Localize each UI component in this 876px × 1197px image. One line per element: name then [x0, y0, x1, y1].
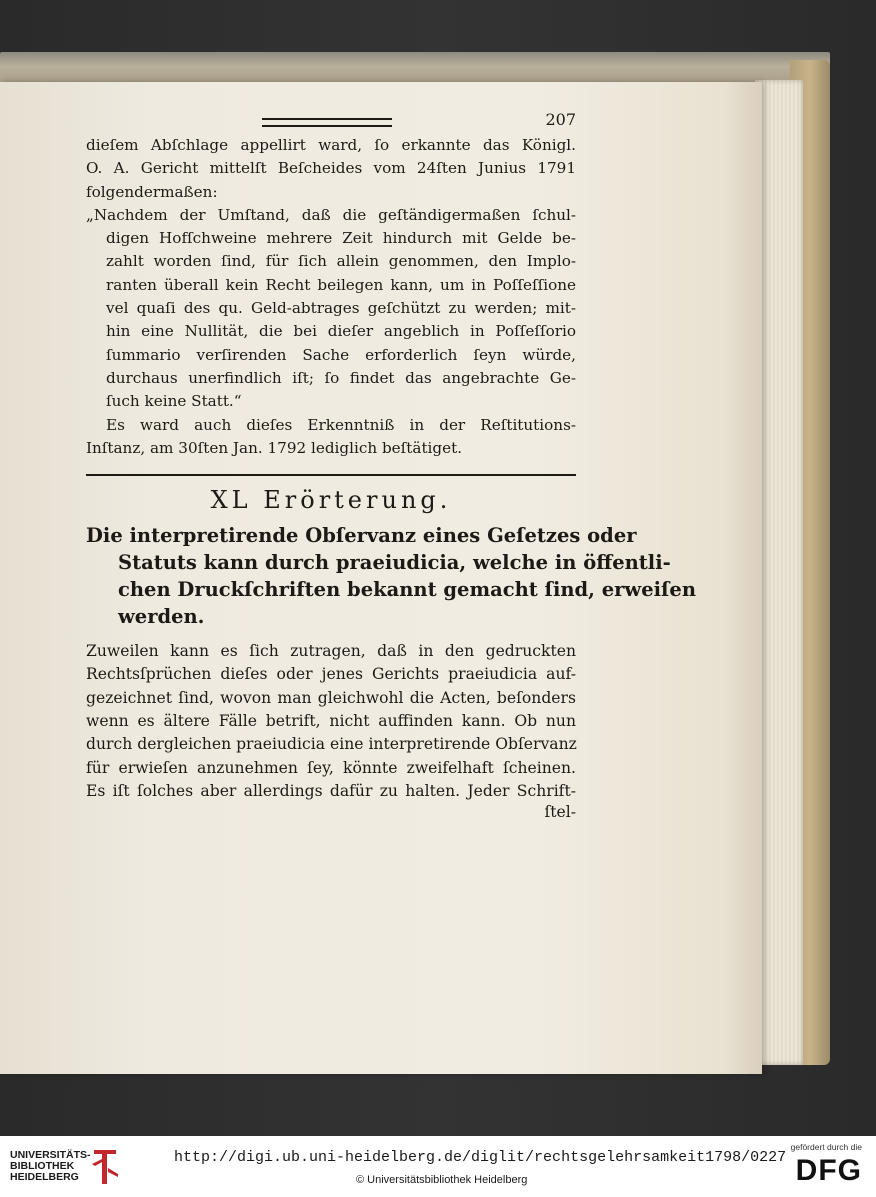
body-paragraph: [86, 640, 576, 803]
section-title: XL Erörterung.: [210, 486, 452, 515]
text-line: zahlt worden ſind, für ſich allein genommen, den Implo-: [106, 252, 576, 271]
heading-line: chen Druckſchriften bekannt gemacht ſind, erweiſen: [118, 578, 696, 602]
text-line: ſuch keine Statt.“: [106, 392, 242, 411]
page-number: 207: [545, 110, 576, 129]
dfg-logo: DFG: [795, 1154, 862, 1187]
paragraph-1: [86, 134, 576, 204]
text-line: Rechtsſprüchen dieſes oder jenes Gerichts praeiudicia auf-: [86, 665, 576, 684]
text-line: hin eine Nullität, die bei dieſer angeblich in Poſſeſſorio: [106, 322, 576, 341]
text-line: „Nachdem der Umſtand, daß die geſtändigermaßen ſchul-: [86, 205, 576, 224]
section-divider: [86, 474, 576, 476]
text-line: wenn es ältere Fälle betrift, nicht auffinden kann. Ob nun: [86, 712, 576, 731]
catchword: ſtel-: [544, 803, 576, 822]
heading-line: Die interpretirende Obſervanz eines Geſetzes oder: [86, 524, 637, 548]
text-line: Es iſt ſolches aber allerdings dafür zu halten. Jeder Schrift-: [86, 781, 576, 800]
text-line: dieſem Abſchlage appellirt ward, ſo erkannte das Königl.: [86, 136, 576, 154]
paragraph-2: [86, 414, 576, 461]
page-header: [86, 110, 576, 134]
text-line: durchaus unerfindlich iſt; ſo findet das angebrachte Ge-: [106, 368, 576, 387]
text-line: durch dergleichen praeiudicia eine interpretirende Obſervanz: [86, 735, 577, 754]
permalink-url[interactable]: http://digi.ub.uni-heidelberg.de/diglit/rechtsgelehrsamkeit1798/0227: [174, 1149, 787, 1166]
library-name: [10, 1150, 91, 1183]
text-line: folgendermaßen:: [86, 182, 218, 201]
text-line: Inſtanz, am 30ſten Jan. 1792 lediglich beſtätiget.: [86, 438, 463, 457]
text-line: gezeichnet ſind, wovon man gleichwohl die Acten, beſonders: [86, 688, 576, 707]
funding-note: gefördert durch die: [790, 1142, 862, 1152]
text-line: für erwieſen anzunehmen ſey, könnte zweifelhaft ſcheinen.: [86, 758, 576, 777]
copyright-notice: © Universitätsbibliothek Heidelberg: [356, 1174, 528, 1186]
quote-block: [86, 204, 576, 414]
page-edges: [755, 80, 803, 1065]
page-content: [86, 110, 696, 822]
text-line: Zuweilen kann es ſich zutragen, daß in den gedruckten: [86, 642, 576, 661]
text-line: ranten überall kein Recht beilegen kann, um in Poſſeſſione: [106, 275, 576, 294]
header-rule: [262, 118, 392, 127]
text-line: Es ward auch dieſes Erkenntniß in der Reſtitutions-: [106, 415, 576, 434]
text-line: digen Hofſchweine mehrere Zeit hindurch mit Gelde be-: [106, 229, 576, 248]
text-line: ſummario verſirenden Sache erforderlich ſeyn würde,: [106, 345, 576, 364]
section-heading: [86, 522, 696, 630]
heading-line: Statuts kann durch praeiudicia, welche in öffentli-: [118, 551, 671, 575]
viewer-footer: [0, 1136, 876, 1197]
library-name-line: UNIVERSITÄTS-: [10, 1149, 91, 1161]
library-logo-icon: [90, 1144, 120, 1188]
library-name-line: HEIDELBERG: [10, 1171, 79, 1183]
library-name-line: BIBLIOTHEK: [10, 1160, 75, 1172]
text-line: O. A. Gericht mittelſt Beſcheides vom 24ſten Junius 1791: [86, 159, 576, 178]
heading-line: werden.: [118, 605, 205, 629]
text-line: vel quaſi des qu. Geld-abtrages geſchützt zu werden; mit-: [106, 299, 576, 318]
